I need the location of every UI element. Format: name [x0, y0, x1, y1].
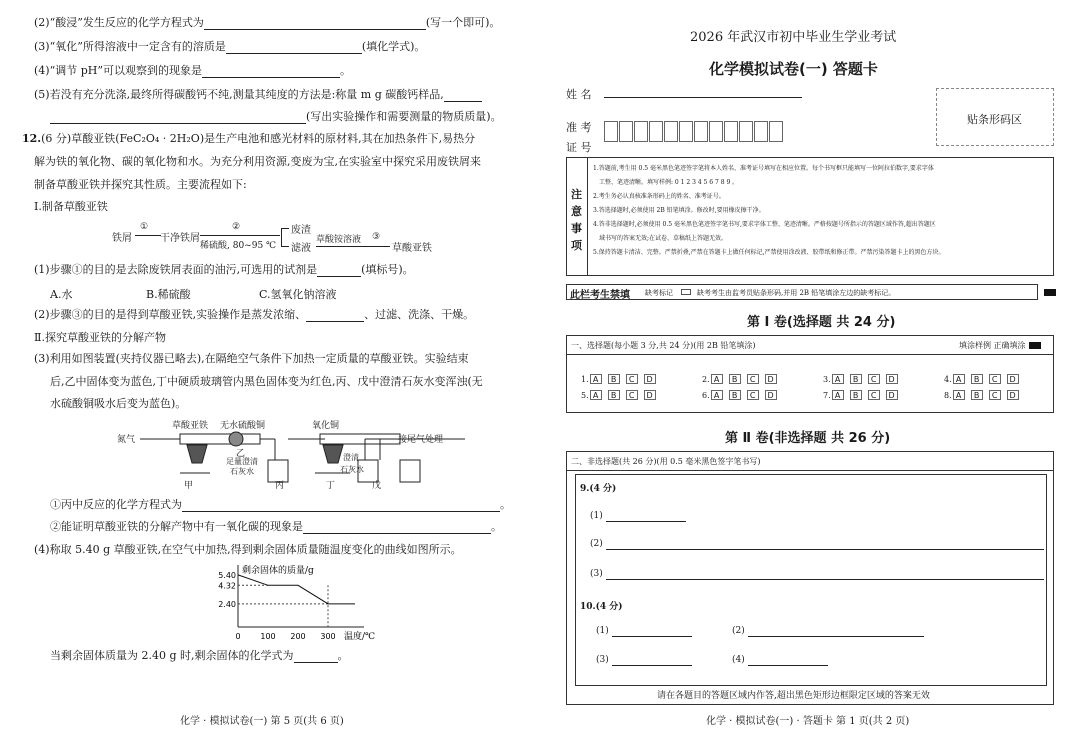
- question-line: [50, 520, 502, 534]
- black-marker: [1044, 289, 1056, 296]
- label-ding: 丁: [326, 481, 336, 491]
- q9-1-blank[interactable]: [606, 521, 686, 522]
- page-footer: 化学 · 模拟试卷(一) 第 5 页(共 6 页): [180, 716, 344, 727]
- notice-item: 2.考生务必认真核准条形码上的姓名、准考证号。: [593, 193, 725, 200]
- choice-bubble-b[interactable]: B: [608, 390, 620, 400]
- question-text: 、过滤、洗涤、干燥。: [364, 308, 475, 321]
- choice-bubble-c[interactable]: C: [868, 374, 880, 384]
- choice-header: 一、选择题(每小题 3 分,共 24 分)(用 2B 铅笔填涂): [571, 341, 756, 350]
- choice-bubble-a[interactable]: A: [953, 390, 965, 400]
- choice-bubble-b[interactable]: B: [971, 374, 983, 384]
- notice-list: [593, 162, 945, 260]
- q10-3-label: (3): [596, 655, 609, 665]
- choice-question: [823, 374, 904, 384]
- name-field[interactable]: [604, 97, 802, 98]
- choice-question: [581, 374, 662, 384]
- label-limewater: 澄清: [343, 453, 359, 462]
- flow-node: 干净铁屑: [160, 233, 200, 244]
- choice-bubble-b[interactable]: B: [850, 390, 862, 400]
- x-tick-label: 0: [235, 632, 241, 641]
- name-label: 姓 名: [566, 88, 592, 101]
- choice-number: 7.: [823, 391, 831, 400]
- question-text: 解为铁的氧化物、碳的氧化物和水。为充分利用资源,变废为宝,在实验室中探究采用废铁屑来: [34, 155, 481, 168]
- x-axis-label: 温度/℃: [344, 632, 376, 642]
- question-text: 当剩余固体质量为 2.40 g 时,剩余固体的化学式为: [50, 649, 294, 662]
- exam-title: 2026 年武汉市初中毕业生学业考试: [690, 30, 897, 45]
- flow-arrow: [281, 246, 289, 247]
- choice-bubble-d[interactable]: D: [886, 374, 898, 384]
- question-line: [50, 649, 349, 663]
- choice-number: 1.: [581, 375, 589, 384]
- choice-bubble-c[interactable]: C: [626, 390, 638, 400]
- answer-blank[interactable]: [317, 265, 361, 277]
- choice-bubble-d[interactable]: D: [765, 374, 777, 384]
- absent-mark-box[interactable]: [681, 289, 691, 295]
- choice-bubble-b[interactable]: B: [729, 374, 741, 384]
- flow-arrow: [200, 235, 280, 236]
- label-ferrous-oxalate: 草酸亚铁: [172, 421, 209, 431]
- option-c: C.氢氧化钠溶液: [259, 288, 337, 301]
- flow-node: 废渣: [291, 225, 311, 236]
- flow-node: 滤液: [291, 243, 311, 254]
- answer-blank[interactable]: [50, 112, 306, 124]
- notice-item: 工整、笔迹清晰。填写样例: 0 1 2 3 4 5 6 7 8 9 。: [599, 179, 739, 186]
- q9-1-label: (1): [590, 511, 603, 521]
- id-label: 证 号: [566, 141, 592, 154]
- question-text: (4)称取 5.40 g 草酸亚铁,在空气中加热,得到剩余固体质量随温度变化的曲线如图所示。: [34, 543, 462, 556]
- id-label: 准 考: [566, 121, 592, 134]
- label-limewater: 足量澄清: [226, 457, 258, 466]
- choice-bubble-c[interactable]: C: [989, 390, 1001, 400]
- q10-1-blank[interactable]: [612, 636, 692, 637]
- choice-bubble-d[interactable]: D: [644, 374, 656, 384]
- notice-side-label: 注 意 事 项: [571, 188, 582, 252]
- x-tick-label: 300: [320, 632, 336, 641]
- choice-bubble-a[interactable]: A: [832, 390, 844, 400]
- question-text: 。: [337, 649, 349, 662]
- volume-2-title: 第 Ⅱ 卷(非选择题 共 26 分): [725, 431, 891, 446]
- y-tick-label: 5.40: [218, 570, 236, 580]
- fill-example: 填涂样例 正确填涂: [959, 341, 1026, 350]
- card-title: 化学模拟试卷(一) 答题卡: [709, 60, 878, 78]
- flow-step: ①: [140, 222, 149, 232]
- mass-curve: [238, 575, 355, 604]
- y-tick-label: 4.32: [218, 581, 236, 591]
- choice-bubble-a[interactable]: A: [590, 390, 602, 400]
- question-text: (6 分)草酸亚铁(FeC₂O₄ · 2H₂O)是生产电池和感光材料的原材料,其在加热条件下,易热分: [41, 132, 476, 145]
- choice-bubble-b[interactable]: B: [729, 390, 741, 400]
- question-text: (1)步骤①的目的是去除废铁屑表面的油污,可选用的试剂是: [34, 263, 318, 276]
- y-axis-label: 剩余固体的质量/g: [242, 566, 314, 576]
- q10-4-label: (4): [732, 655, 745, 665]
- flow-condition: 稀硫酸, 80~95 ℃: [200, 241, 277, 251]
- choice-number: 6.: [702, 391, 710, 400]
- question-text: 。: [339, 64, 351, 77]
- barcode-area: [936, 88, 1054, 146]
- divider: [567, 470, 1053, 471]
- question-line: [50, 110, 502, 124]
- flow-branch: [281, 228, 282, 246]
- q10-2-blank[interactable]: [748, 636, 924, 637]
- choice-question: [581, 390, 662, 400]
- q10-1-label: (1): [596, 626, 609, 636]
- flow-arrow: [135, 235, 161, 236]
- barcode-label: 贴条形码区: [967, 113, 1022, 126]
- label-limewater: 石灰水: [230, 467, 254, 476]
- choice-number: 3.: [823, 375, 831, 384]
- question-line: [34, 40, 425, 54]
- answer-blank[interactable]: [182, 500, 500, 512]
- answer-blank[interactable]: [303, 522, 491, 534]
- x-tick-label: 100: [260, 632, 276, 641]
- question-text: 后,乙中固体变为蓝色,丁中硬质玻璃管内黑色固体变为红色,丙、戊中澄清石灰水变浑浊(无: [50, 375, 483, 388]
- question-text: (4)“调节 pH”可以观察到的现象是: [34, 64, 202, 77]
- flow-node: 铁屑: [112, 233, 132, 244]
- choice-bubble-b[interactable]: B: [971, 390, 983, 400]
- question-line: [50, 498, 511, 512]
- question-text: (2)步骤③的目的是得到草酸亚铁,实验操作是蒸发浓缩、: [34, 308, 307, 321]
- page-footer: 化学 · 模拟试卷(一) · 答题卡 第 1 页(共 2 页): [706, 716, 910, 727]
- choice-question: [944, 374, 1025, 384]
- question-text: (2)“酸浸”发生反应的化学方程式为: [34, 16, 204, 29]
- q9-3-blank[interactable]: [606, 579, 1044, 580]
- choice-bubble-d[interactable]: D: [1007, 390, 1019, 400]
- choice-bubble-a[interactable]: A: [711, 390, 723, 400]
- choice-question: [823, 390, 904, 400]
- section-title: Ⅰ.制备草酸亚铁: [34, 200, 108, 213]
- q10-3-blank[interactable]: [612, 665, 692, 666]
- notice-item: 5.保持答题卡清洁、完整。严禁折叠,严禁在答题卡上做任何标记,严禁使用涂改液、胶带纸和修正带。严禁污染答题卡上的黑色方块。: [593, 249, 945, 256]
- question-text: 。: [491, 520, 502, 533]
- notice-item: 4.答非选择题时,必须使用 0.5 毫米黑色笔迹签字笔书写,要求字体工整、笔迹清晰。严格按题号所指示的答题区域作答,超出答题区: [593, 221, 936, 228]
- flow-reagent: 草酸铵溶液: [316, 235, 362, 245]
- choice-number: 2.: [702, 375, 710, 384]
- forbidden-label: 此栏考生禁填: [570, 290, 630, 301]
- question-text: (3)“氧化”所得溶液中一定含有的溶质是: [34, 40, 226, 53]
- question-line: [34, 16, 500, 30]
- choice-bubble-d[interactable]: D: [1007, 374, 1019, 384]
- q10-title: 10.(4 分): [580, 602, 623, 612]
- choice-bubble-c[interactable]: C: [989, 374, 1001, 384]
- notice-box: [566, 157, 1054, 276]
- question-text: 。: [500, 498, 511, 511]
- question-text: (5)若没有充分洗涤,最终所得碳酸钙不纯,测量其纯度的方法是:称量 m g 碳酸钙样品,: [34, 88, 444, 101]
- question-text: (填标号)。: [361, 263, 414, 276]
- option-b: B.稀硫酸: [146, 288, 191, 301]
- flow-arrow: [281, 228, 289, 229]
- non-choice-header: 二、非选择题(共 26 分)(用 0.5 毫米黑色签字笔书写): [571, 457, 761, 466]
- choice-bubble-d[interactable]: D: [644, 390, 656, 400]
- x-tick-label: 200: [290, 632, 306, 641]
- flow-step: ②: [232, 222, 241, 232]
- q9-2-blank[interactable]: [606, 549, 1044, 550]
- label-wu: 戊: [372, 481, 382, 491]
- question-text: (填化学式)。: [361, 40, 426, 53]
- divider: [587, 158, 588, 275]
- q10-2-label: (2): [732, 626, 745, 636]
- divider: [567, 354, 1053, 355]
- section-title: Ⅱ.探究草酸亚铁的分解产物: [34, 331, 166, 344]
- answer-blank[interactable]: [202, 66, 340, 78]
- y-tick-label: 2.40: [218, 599, 236, 609]
- question-text: (写出实验操作和需要测量的物质质量)。: [306, 110, 502, 123]
- question-text: (写一个即可)。: [425, 16, 501, 29]
- label-anhydrous-cuso4: 无水硫酸铜: [220, 421, 266, 431]
- choice-bubble-b[interactable]: B: [850, 374, 862, 384]
- label-yi: 乙: [236, 449, 246, 459]
- choice-box: [566, 335, 1054, 413]
- notice-item: 3.答选择题时,必须使用 2B 铅笔填涂。修改时,要用橡皮擦干净。: [593, 207, 765, 214]
- label-bing: 丙: [275, 481, 285, 491]
- choice-bubble-a[interactable]: A: [953, 374, 965, 384]
- flow-arrow: [370, 246, 390, 247]
- label-exhaust: 接尾气处理: [398, 435, 444, 445]
- notice-item: 域书写的答案无效;在试卷、草稿纸上答题无效。: [599, 235, 728, 242]
- choice-bubble-a[interactable]: A: [711, 374, 723, 384]
- answer-blank[interactable]: [306, 310, 364, 322]
- question-number: 12.: [22, 132, 42, 145]
- mass-temperature-chart: [190, 563, 376, 643]
- q9-3-label: (3): [590, 569, 603, 579]
- bottom-note: 请在各题目的答题区域内作答,超出黑色矩形边框限定区域的答案无效: [657, 691, 930, 701]
- answer-blank[interactable]: [204, 18, 426, 30]
- choice-question: [702, 374, 783, 384]
- choice-question: [944, 390, 1025, 400]
- choice-bubble-d[interactable]: D: [765, 390, 777, 400]
- question-text: ②能证明草酸亚铁的分解产物中有一氧化碳的现象是: [50, 520, 303, 533]
- option-a: A.水: [50, 288, 73, 301]
- answer-blank[interactable]: [444, 90, 482, 102]
- answer-blank[interactable]: [226, 42, 362, 54]
- choice-bubble-b[interactable]: B: [608, 374, 620, 384]
- answer-area: [575, 474, 1047, 686]
- flow-step: ③: [372, 232, 381, 242]
- question-line: [34, 64, 351, 78]
- question-text: (3)利用如图装置(夹持仪器已略去),在隔绝空气条件下加热一定质量的草酸亚铁。实验结束: [34, 352, 469, 365]
- choice-bubble-c[interactable]: C: [626, 374, 638, 384]
- q9-2-label: (2): [590, 539, 603, 549]
- question-text: ①丙中反应的化学方程式为: [50, 498, 182, 511]
- question-line: [34, 263, 414, 277]
- label-nitrogen: 氮气: [117, 435, 136, 445]
- flow-arrow: [316, 246, 370, 247]
- forbidden-strip: [566, 284, 1038, 300]
- question-text: 水硫酸铜吸水后变为蓝色)。: [50, 397, 187, 410]
- apparatus-drawing: [110, 415, 490, 490]
- notice-item: 1.答题前,考生用 0.5 毫米黑色笔迹签字笔将本人姓名、准考证号填写在相应位置。每个书写框只能填写一位阿拉伯数字,要求字体: [593, 165, 934, 172]
- volume-1-title: 第 Ⅰ 卷(选择题 共 24 分): [747, 315, 896, 330]
- question-line: [34, 88, 482, 102]
- label-jia: 甲: [184, 481, 194, 491]
- absent-text: 缺考考生由监考员贴条形码,并用 2B 铅笔填涂左边的缺考标记。: [697, 289, 896, 297]
- absent-mark-label: 缺考标记: [645, 289, 673, 297]
- choice-question: [702, 390, 783, 400]
- non-choice-box: [566, 451, 1054, 705]
- fill-example-mark: [1029, 342, 1041, 349]
- choice-bubble-c[interactable]: C: [747, 390, 759, 400]
- choice-bubble-c[interactable]: C: [747, 374, 759, 384]
- flow-node: 草酸亚铁: [392, 243, 432, 254]
- choice-bubble-a[interactable]: A: [832, 374, 844, 384]
- question-text: 制备草酸亚铁并探究其性质。主要流程如下:: [34, 178, 247, 191]
- hard-glass-tube: [180, 434, 260, 444]
- label-limewater: 石灰水: [340, 465, 364, 474]
- q9-title: 9.(4 分): [580, 484, 617, 494]
- q10-4-blank[interactable]: [748, 665, 828, 666]
- label-copper-oxide: 氧化铜: [312, 421, 340, 431]
- choice-bubble-d[interactable]: D: [886, 390, 898, 400]
- answer-blank[interactable]: [294, 651, 338, 663]
- choice-bubble-a[interactable]: A: [590, 374, 602, 384]
- choice-bubble-c[interactable]: C: [868, 390, 880, 400]
- question-line: [34, 308, 474, 322]
- choice-number: 4.: [944, 375, 952, 384]
- choice-number: 8.: [944, 391, 952, 400]
- choice-number: 5.: [581, 391, 589, 400]
- id-boxes[interactable]: [604, 121, 784, 142]
- question-12-intro: [22, 132, 475, 146]
